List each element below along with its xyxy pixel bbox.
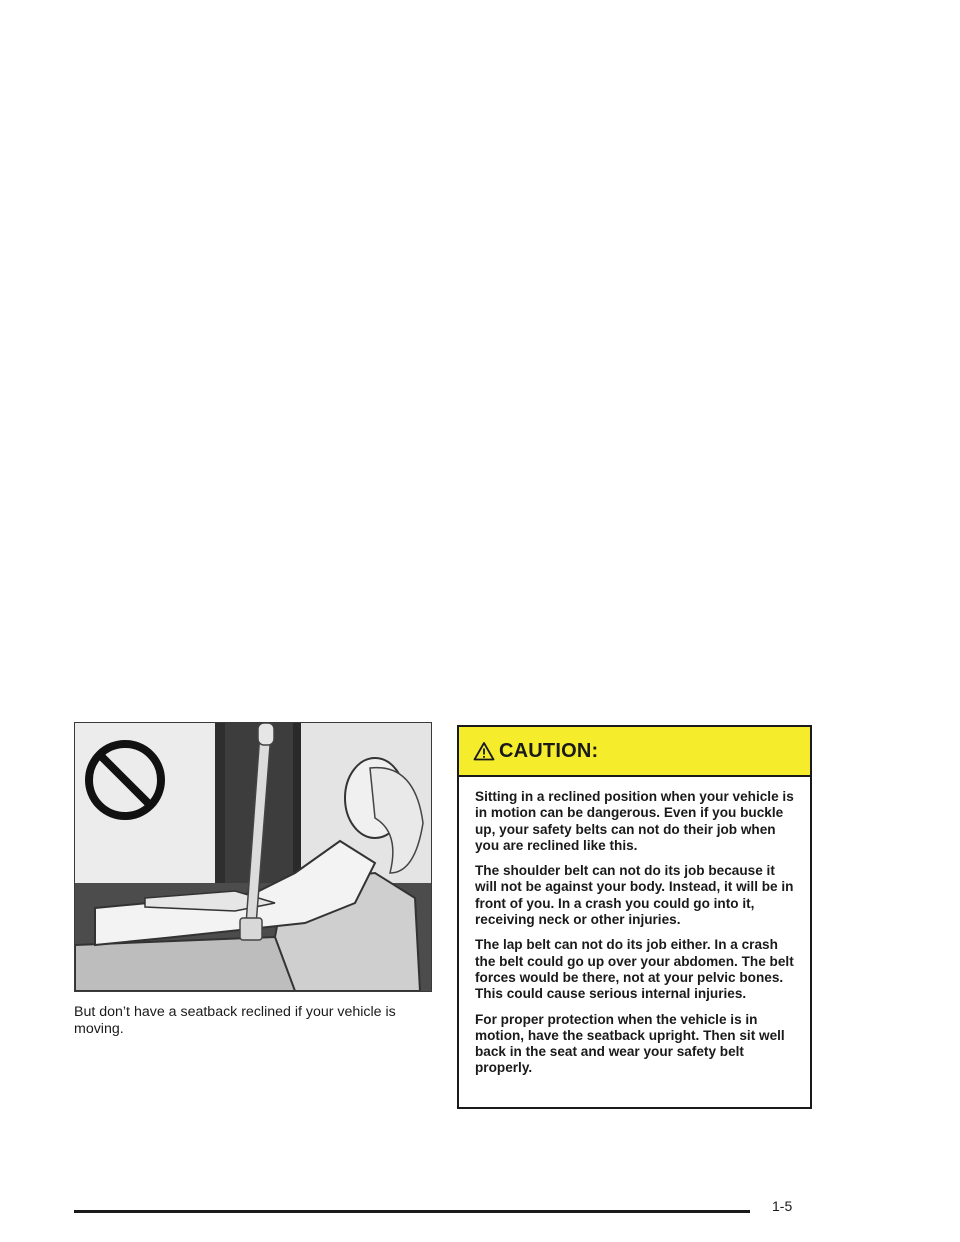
caution-box bbox=[457, 725, 812, 1109]
caution-paragraph: The shoulder belt can not do its job because it will not be against your body. Instead, it will be in front of you. In a crash you could go into it, receiving neck or other injuries. bbox=[475, 863, 794, 928]
caution-body bbox=[459, 777, 810, 1077]
caution-paragraph: Sitting in a reclined position when your vehicle is in motion can be dangerous. Even if you buckle up, your safety belts can not do their job when you are reclined like this. bbox=[475, 789, 794, 853]
caution-header bbox=[459, 727, 810, 777]
warning-triangle-icon bbox=[473, 741, 495, 761]
illustration-caption: But don’t have a seatback reclined if your vehicle is moving. bbox=[74, 1004, 396, 1037]
caution-paragraph: The lap belt can not do its job either. In a crash the belt could go up over your abdomen. The belt forces would be there, not at your pelvic bones. This could cause serious internal injuries. bbox=[475, 937, 794, 1002]
page-number: 1-5 bbox=[772, 1198, 793, 1214]
caution-paragraph: For proper protection when the vehicle is in motion, have the seatback upright. Then sit well back in the seat and wear your safety belt properly. bbox=[475, 1011, 785, 1076]
caution-title: CAUTION: bbox=[499, 739, 599, 762]
reclined-seat-illustration bbox=[74, 722, 432, 992]
footer-rule bbox=[74, 1210, 750, 1213]
